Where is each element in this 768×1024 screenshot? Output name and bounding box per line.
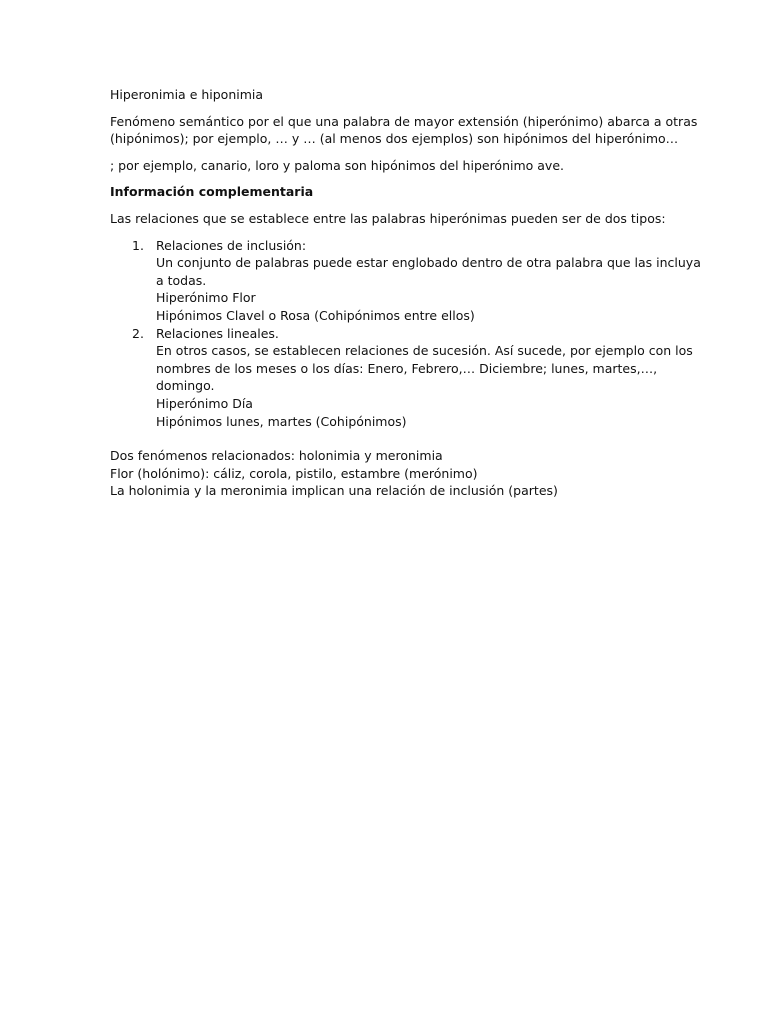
list-number: 1. bbox=[132, 237, 144, 253]
relations-list bbox=[110, 237, 701, 431]
definition-line: (hipónimos); por ejemplo, … y … (al menos dos ejemplos) son hipónimos del hiperónimo… bbox=[110, 131, 679, 147]
section-heading: Información complementaria bbox=[110, 184, 314, 200]
list-item-line: Hiperónimo Flor bbox=[156, 290, 256, 306]
list-item bbox=[110, 325, 693, 431]
example-paragraph: ; por ejemplo, canario, loro y paloma son hipónimos del hiperónimo ave. bbox=[110, 157, 564, 173]
list-item-line: Hipónimos lunes, martes (Cohipónimos) bbox=[156, 413, 407, 429]
list-item-line: nombres de los meses o los días: Enero, Febrero,… Diciembre; lunes, martes,…, bbox=[156, 360, 658, 376]
list-item bbox=[110, 237, 701, 325]
closing-line: Flor (holónimo): cáliz, corola, pistilo, estambre (merónimo) bbox=[110, 465, 478, 481]
list-item-line: Hiperónimo Día bbox=[156, 395, 253, 411]
closing-paragraph bbox=[110, 447, 670, 500]
list-item-line: Relaciones lineales. bbox=[156, 325, 279, 341]
intro-paragraph: Las relaciones que se establece entre las palabras hiperónimas pueden ser de dos tipos: bbox=[110, 210, 666, 226]
closing-line: La holonimia y la meronimia implican una relación de inclusión (partes) bbox=[110, 483, 558, 499]
list-item-line: En otros casos, se establecen relaciones de sucesión. Así sucede, por ejemplo con los bbox=[156, 343, 693, 359]
list-item-line: domingo. bbox=[156, 378, 215, 394]
list-number: 2. bbox=[132, 325, 144, 341]
definition-paragraph bbox=[110, 113, 698, 148]
definition-line: Fenómeno semántico por el que una palabra de mayor extensión (hiperónimo) abarca a otras bbox=[110, 113, 698, 129]
list-item-line: Un conjunto de palabras puede estar englobado dentro de otra palabra que las incluya bbox=[156, 255, 701, 271]
list-item-line: a todas. bbox=[156, 272, 207, 288]
document-body bbox=[110, 86, 701, 500]
list-item-line: Hipónimos Clavel o Rosa (Cohipónimos entre ellos) bbox=[156, 307, 475, 323]
document-title: Hiperonimia e hiponimia bbox=[110, 87, 264, 102]
list-item-line: Relaciones de inclusión: bbox=[156, 237, 307, 253]
closing-line: Dos fenómenos relacionados: holonimia y meronimia bbox=[110, 448, 443, 464]
